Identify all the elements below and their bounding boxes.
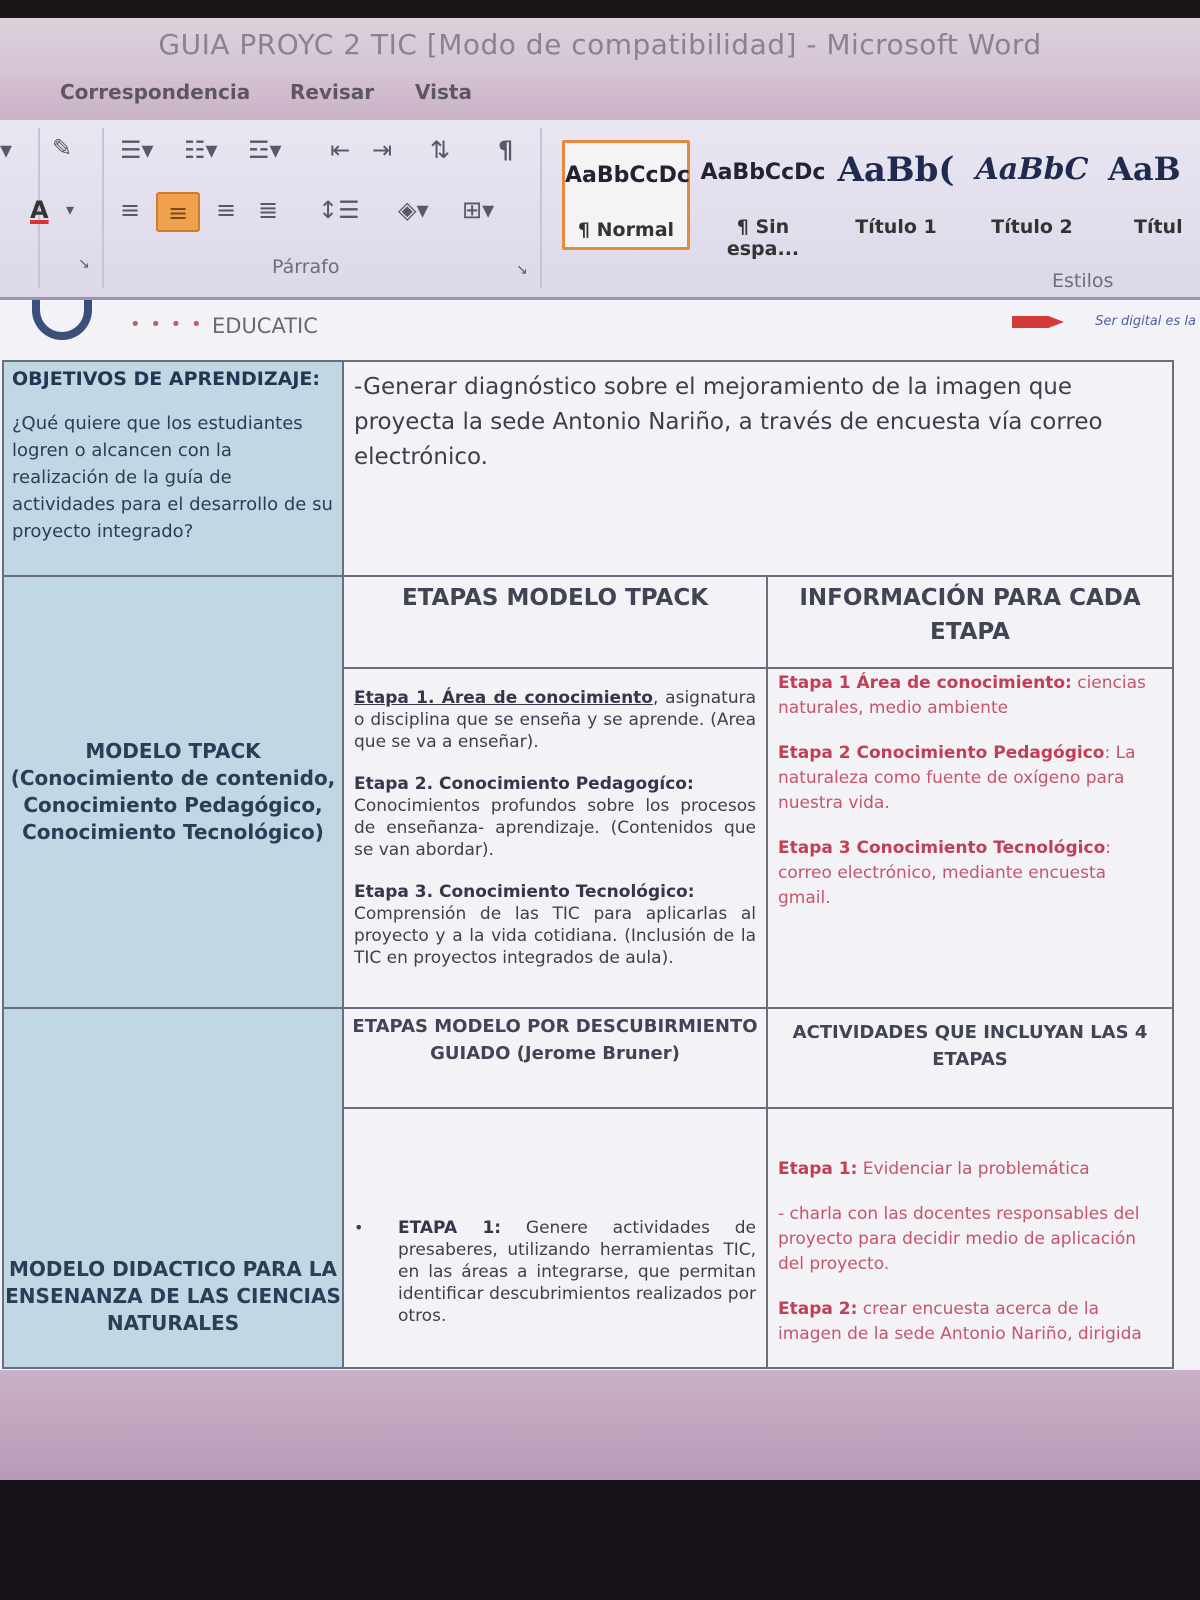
numbering-icon[interactable]: ☷▾ (184, 136, 218, 164)
window-title: GUIA PROYC 2 TIC [Modo de compatibilidad] - Microsoft Word (158, 27, 1042, 61)
activity-2-text: crear encuesta acerca de la imagen de la sede Antonio Nariño, dirigida (778, 1299, 1142, 1344)
table-row (3, 576, 1173, 668)
didactic-label: MODELO DIDACTICO PARA LA ENSENANZA DE LAS CIENCIAS NATURALES (5, 1257, 341, 1335)
ribbon (0, 120, 1200, 300)
justify-icon[interactable]: ≣ (258, 196, 279, 224)
style-titulo-1[interactable] (836, 140, 956, 250)
style-titulo-2[interactable] (970, 140, 1094, 250)
decrease-indent-icon[interactable]: ⇤ (330, 136, 351, 164)
title-bar (0, 18, 1200, 70)
tab-correspondencia[interactable]: Correspondencia (60, 80, 251, 104)
activity-1-text: Evidenciar la problemática (857, 1159, 1090, 1179)
increase-indent-icon[interactable]: ⇥ (372, 136, 393, 164)
objectives-question: ¿Qué quiere que los estudiantes logren o alcancen con la realización de la guía de actividades para el desarrollo de su proyecto integrado? (12, 413, 333, 542)
stage-1-text: , asignatura o disciplina que se enseña y se aprende. (Area que se va a enseñar). (354, 688, 756, 752)
borders-icon[interactable]: ⊞▾ (462, 196, 495, 224)
activity-2-title: Etapa 2: (778, 1299, 858, 1319)
shading-icon[interactable]: ◈▾ (398, 196, 429, 224)
line-spacing-icon[interactable]: ↕☰ (318, 196, 360, 224)
brand-label: EDUCATIC (212, 314, 318, 338)
objectives-cell (3, 361, 343, 576)
align-right-icon[interactable]: ≡ (216, 196, 237, 224)
info-1-title: Etapa 1 Área de conocimiento: (778, 673, 1072, 693)
didactic-head-left-text: ETAPAS MODELO POR DESCUBIRMIENTO GUIADO (Jerome Bruner) (352, 1016, 758, 1064)
paragraph-dialog-launcher-icon[interactable]: ↘ (516, 262, 528, 278)
didactic-activities-cell[interactable] (767, 1108, 1173, 1368)
multilevel-list-icon[interactable]: ☲▾ (248, 136, 282, 164)
style-name: ¶ Sin espa... (726, 216, 800, 260)
info-3-text: : correo electrónico, mediante encuesta gmail. (778, 838, 1111, 908)
tpack-info-cell[interactable] (767, 668, 1173, 1008)
info-2-title: Etapa 2 Conocimiento Pedagógico (778, 743, 1105, 763)
style-name: Título 1 (855, 216, 937, 238)
style-sample: AaBb( (837, 150, 955, 190)
status-area (0, 1370, 1200, 1480)
logo-dots-icon: • • • • (130, 314, 204, 335)
tpack-head-right (767, 576, 1173, 668)
bullets-icon[interactable]: ☰▾ (120, 136, 154, 164)
paragraph-group-label: Párrafo (272, 256, 340, 278)
activity-1-detail: - charla con las docentes responsables del proyecto para decidir medio de aplicación del proyecto. (778, 1204, 1140, 1274)
stage-1-title: Etapa 1. Área de conocimiento (354, 688, 653, 708)
tpack-head-left-text: ETAPAS MODELO TPACK (401, 585, 709, 611)
table-row (3, 1008, 1173, 1108)
style-sample: AaBbCcDc (565, 163, 690, 188)
styles-group-label: Estilos (1052, 270, 1114, 292)
stage-3-text: Comprensión de las TIC para aplicarlas al proyecto y a la vida cotidiana. (Inclusión de la TIC en proyectos integrados de aula). (354, 904, 756, 968)
font-size-dropdown-icon[interactable]: ▾ (0, 136, 13, 164)
stage-2-title: Etapa 2. Conocimiento Pedagogíco: (354, 774, 694, 794)
didactic-head-right (767, 1008, 1173, 1108)
style-name: Títul (1134, 216, 1183, 238)
activity-1-title: Etapa 1: (778, 1159, 858, 1179)
style-name: ¶ Normal (577, 219, 675, 241)
style-sample: AaBbC (975, 152, 1089, 187)
bullet-title: ETAPA 1: (398, 1218, 502, 1238)
clear-format-icon[interactable]: ✎ (52, 134, 73, 162)
objectives-answer-cell[interactable] (343, 361, 1173, 576)
guide-table (2, 360, 1174, 1369)
tpack-head-right-text: INFORMACIÓN PARA CADA ETAPA (799, 585, 1141, 645)
stage-2-text: Conocimientos profundos sobre los procesos de enseñanza- aprendizaje. (Contenidos que se van abordar). (354, 796, 756, 860)
didactic-stages-cell[interactable] (343, 1108, 767, 1368)
monitor-bezel (0, 1480, 1200, 1600)
style-sin-espaciado[interactable] (698, 140, 828, 260)
tpack-head-left (343, 576, 767, 668)
align-center-icon[interactable]: ≡ (156, 192, 200, 232)
tpack-stages-cell[interactable] (343, 668, 767, 1008)
screen-bezel (0, 0, 1200, 18)
font-color-icon[interactable]: A (30, 196, 49, 224)
slogan: Ser digital es la (1095, 314, 1196, 329)
document-page[interactable] (0, 300, 1200, 1370)
tpack-label: MODELO TPACK (Conocimiento de contenido, Conocimiento Pedagógico, Conocimiento Tecnológico) (10, 739, 336, 844)
red-arrow-icon (1012, 316, 1064, 328)
sort-icon[interactable]: ⇅ (430, 136, 451, 164)
info-1-text: ciencias naturales, medio ambiente (778, 673, 1146, 718)
tpack-label-cell (3, 576, 343, 1008)
bullet-text: Genere actividades de presaberes, utilizando herramientas TIC, en las áreas a integrarse, que permitan identificar descubrimientos realizados por otros. (398, 1218, 756, 1326)
font-dialog-launcher-icon[interactable]: ↘ (78, 256, 90, 272)
didactic-label-cell (3, 1008, 343, 1368)
style-sample: AaBbCcDc (700, 160, 826, 185)
style-titulo[interactable] (1104, 140, 1200, 250)
tab-vista[interactable]: Vista (415, 80, 472, 104)
style-sample: AaB (1108, 150, 1181, 188)
style-name: Título 2 (991, 216, 1073, 238)
objectives-title: OBJETIVOS DE APRENDIZAJE: (12, 368, 321, 390)
didactic-head-left (343, 1008, 767, 1108)
align-left-icon[interactable]: ≡ (120, 196, 141, 224)
style-normal[interactable] (562, 140, 690, 250)
objectives-answer: -Generar diagnóstico sobre el mejoramiento de la imagen que proyecta la sede Antonio Nariño, a través de encuesta vía correo electrónico. (354, 374, 1103, 470)
unad-logo-icon (32, 300, 92, 340)
info-2-text: : La naturaleza como fuente de oxígeno para nuestra vida. (778, 743, 1136, 813)
bullet-icon: • (354, 1218, 364, 1237)
info-3-title: Etapa 3 Conocimiento Tecnológico (778, 838, 1106, 858)
font-color-dropdown-icon[interactable]: ▾ (66, 200, 75, 219)
ribbon-tabs (0, 70, 1200, 120)
tab-revisar[interactable]: Revisar (290, 80, 375, 104)
didactic-head-right-text: ACTIVIDADES QUE INCLUYAN LAS 4 ETAPAS (792, 1022, 1148, 1070)
stage-3-title: Etapa 3. Conocimiento Tecnológico: (354, 882, 695, 902)
show-marks-icon[interactable]: ¶ (498, 136, 514, 164)
page-header (0, 300, 1200, 362)
table-row (3, 361, 1173, 576)
